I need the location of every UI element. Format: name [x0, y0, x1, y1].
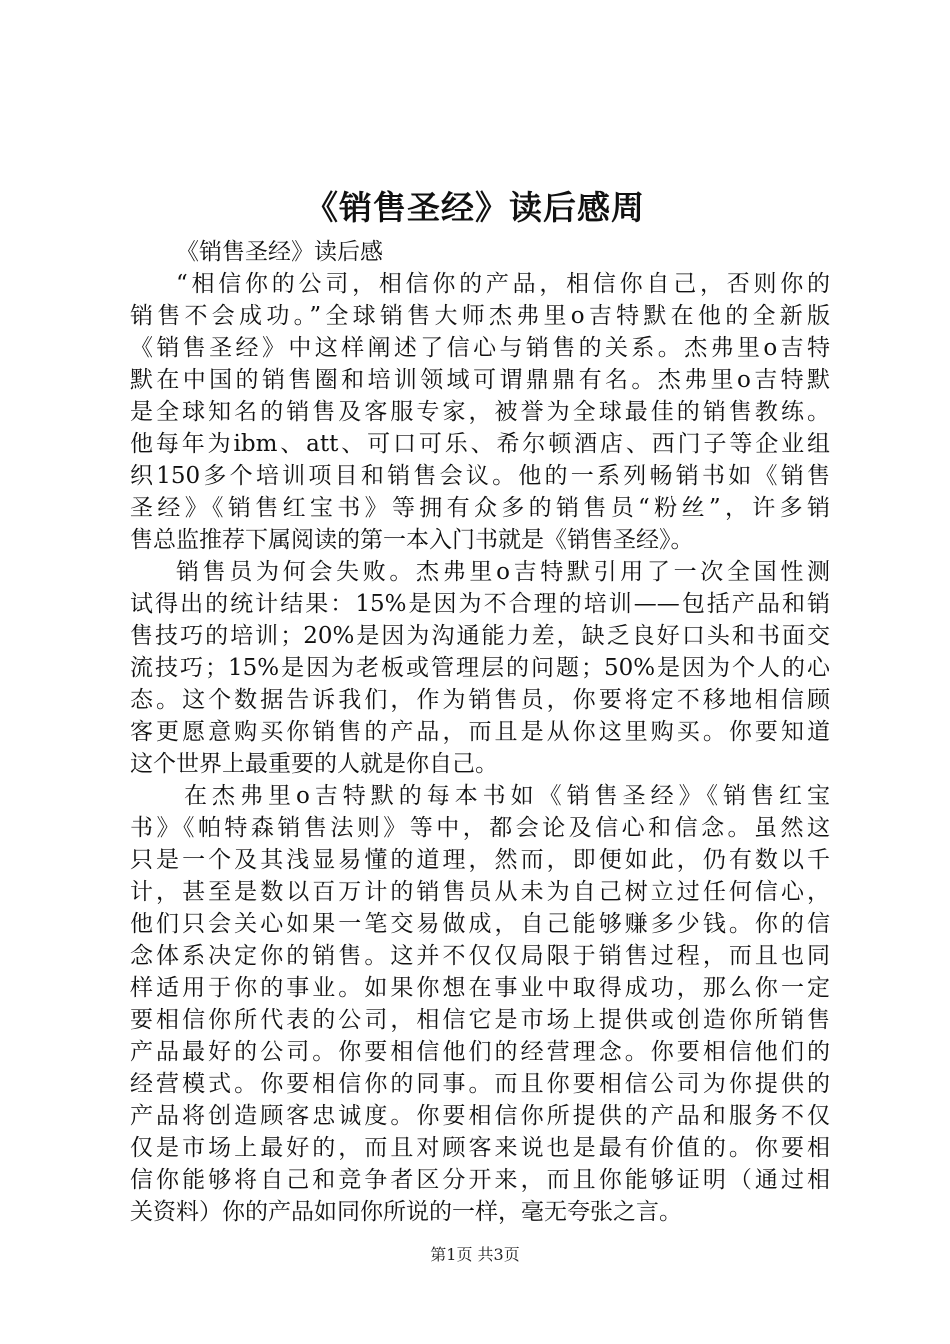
text-line: 这个世界上最重要的人就是你自己。 — [130, 751, 498, 777]
text-line: 织150多个培训项目和销售会议。他的一系列畅销书如《销售 — [130, 463, 830, 489]
text-line: 圣经》《销售红宝书》等拥有众多的销售员“粉丝”，许多销 — [130, 495, 830, 521]
text-line: 信你能够将自己和竞争者区分开来，而且你能够证明（通过相 — [130, 1167, 830, 1193]
text-line: 产品将创造顾客忠诚度。你要相信你所提供的产品和服务不仅 — [130, 1103, 830, 1129]
text-line: 产品最好的公司。你要相信他们的经营理念。你要相信他们的 — [130, 1039, 830, 1065]
text-line: 计，甚至是数以百万计的销售员从未为自己树立过任何信心， — [130, 879, 830, 905]
document-title: 《销售圣经》读后感周 — [305, 188, 645, 227]
text-line: 销售不会成功。”全球销售大师杰弗里o吉特默在他的全新版 — [130, 303, 830, 329]
text-line: 《销售圣经》中这样阐述了信心与销售的关系。杰弗里o吉特 — [130, 335, 830, 361]
text-line: 试得出的统计结果：15%是因为不合理的培训——包括产品和销 — [130, 591, 830, 617]
page-footer: 第1页 共3页 — [430, 1245, 520, 1264]
text-line: 态。这个数据告诉我们，作为销售员，你要将定不移地相信顾 — [130, 687, 830, 713]
text-line: 要相信你所代表的公司，相信它是市场上提供或创造你所销售 — [130, 1007, 830, 1033]
text-line: 念体系决定你的销售。这并不仅仅局限于销售过程，而且也同 — [130, 943, 830, 969]
text-line: “相信你的公司，相信你的产品，相信你自己，否则你的 — [176, 271, 830, 297]
text-line: 售技巧的培训；20%是因为沟通能力差，缺乏良好口头和书面交 — [130, 623, 830, 649]
text-line: 经营模式。你要相信你的同事。而且你要相信公司为你提供的 — [130, 1071, 830, 1097]
text-line: 默在中国的销售圈和培训领域可谓鼎鼎有名。杰弗里o吉特默 — [130, 367, 830, 393]
text-line: 书》《帕特森销售法则》等中，都会论及信心和信念。虽然这 — [130, 815, 830, 841]
text-line: 《销售圣经》读后感 — [176, 239, 383, 265]
text-line: 客更愿意购买你销售的产品，而且是从你这里购买。你要知道 — [130, 719, 830, 745]
text-line: 关资料）你的产品如同你所说的一样，毫无夸张之言。 — [130, 1199, 682, 1225]
text-line: 销售员为何会失败。杰弗里o吉特默引用了一次全国性测 — [176, 559, 830, 585]
text-line: 只是一个及其浅显易懂的道理，然而，即便如此，仍有数以千 — [130, 847, 830, 873]
text-line: 样适用于你的事业。如果你想在事业中取得成功，那么你一定 — [130, 975, 830, 1001]
text-line: 是全球知名的销售及客服专家，被誉为全球最佳的销售教练。 — [130, 399, 830, 425]
text-line: 售总监推荐下属阅读的第一本入门书就是《销售圣经》。 — [130, 527, 694, 553]
text-line: 流技巧；15%是因为老板或管理层的问题；50%是因为个人的心 — [130, 655, 830, 681]
text-line: 仅是市场上最好的，而且对顾客来说也是最有价值的。你要相 — [130, 1135, 830, 1161]
text-line: 他们只会关心如果一笔交易做成，自己能够赚多少钱。你的信 — [130, 911, 830, 937]
text-line: 在杰弗里o吉特默的每本书如《销售圣经》《销售红宝 — [184, 783, 830, 809]
document-body — [130, 236, 830, 1228]
text-line: 他每年为ibm、att、可口可乐、希尔顿酒店、西门子等企业组 — [130, 431, 830, 457]
